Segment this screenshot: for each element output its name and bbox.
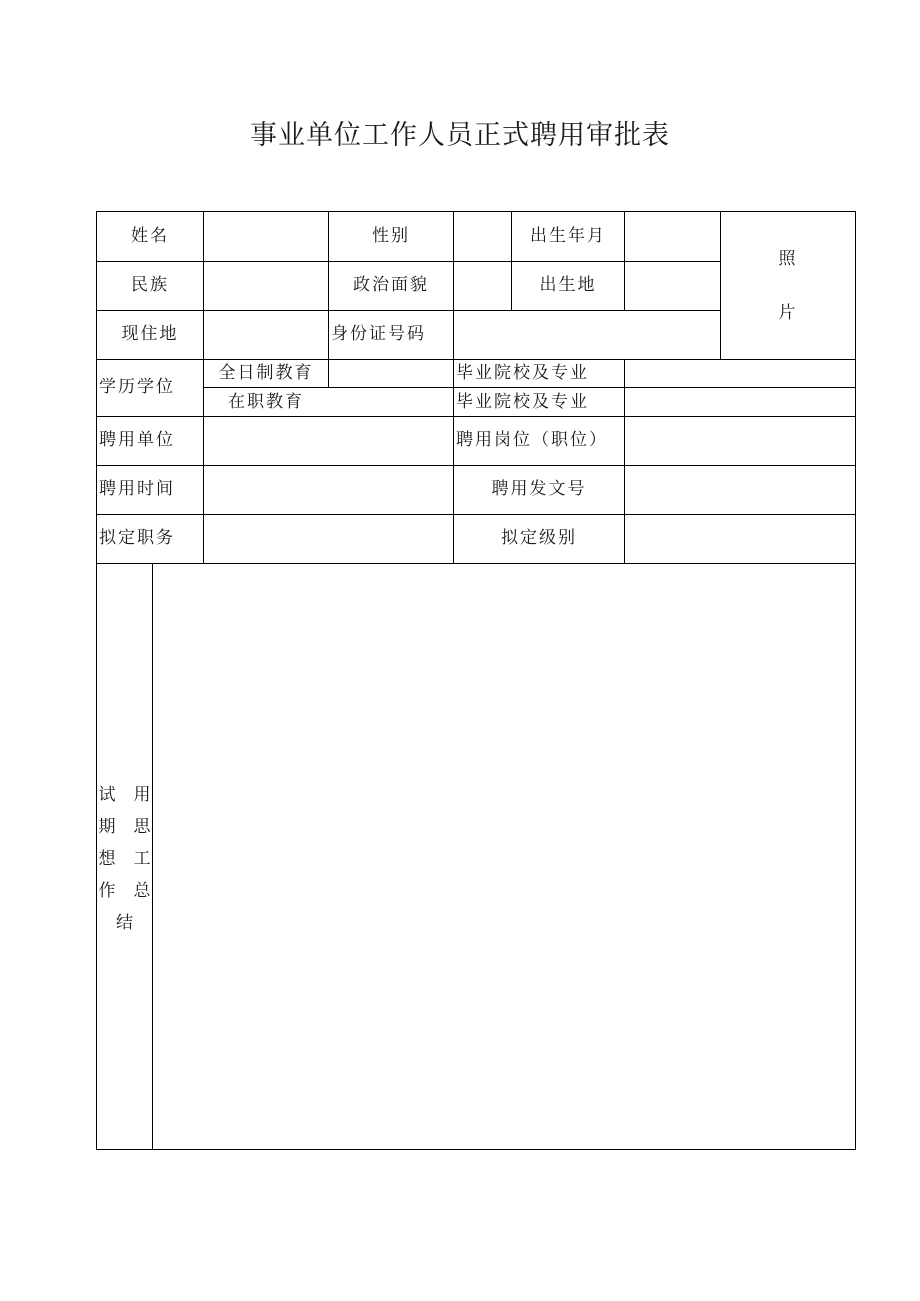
gender-field[interactable] — [454, 212, 511, 261]
position-label: 聘用岗位（职位） — [456, 430, 608, 450]
hire-time-field[interactable] — [204, 465, 453, 514]
ethnicity-field[interactable] — [204, 261, 328, 310]
summary-char: 总 — [133, 881, 151, 901]
summary-label-line — [99, 843, 151, 875]
name-field[interactable] — [204, 212, 328, 261]
fulltime-school-major-field[interactable] — [625, 359, 855, 387]
summary-label-line — [99, 779, 151, 811]
hire-doc-label: 聘用发文号 — [491, 479, 587, 499]
form-title: 事业单位工作人员正式聘用审批表 — [250, 120, 670, 151]
probation-summary-field[interactable] — [153, 564, 855, 1149]
name-label: 姓名 — [131, 226, 169, 246]
summary-char: 试 — [98, 785, 116, 805]
summary-char: 工 — [133, 849, 151, 869]
employer-label: 聘用单位 — [99, 430, 175, 450]
proposed-duty-field[interactable] — [204, 514, 453, 563]
school-major-label-2: 毕业院校及专业 — [456, 391, 589, 412]
id-number-field[interactable] — [454, 310, 720, 359]
employer-field[interactable] — [204, 416, 453, 465]
summary-label-line — [99, 811, 151, 843]
education-label: 学历学位 — [99, 377, 175, 397]
probation-summary-label — [97, 779, 152, 939]
school-major-label-1: 毕业院校及专业 — [456, 362, 589, 383]
summary-char: 思 — [133, 817, 151, 837]
position-field[interactable] — [625, 416, 855, 465]
inservice-school-major-field[interactable] — [625, 388, 855, 416]
id-number-label: 身份证号码 — [331, 324, 426, 344]
political-status-label: 政治面貌 — [353, 275, 429, 295]
summary-label-line — [99, 875, 151, 907]
summary-char: 想 — [98, 849, 116, 869]
proposed-level-field[interactable] — [625, 514, 855, 563]
summary-char: 用 — [133, 785, 151, 805]
hire-time-label: 聘用时间 — [99, 479, 175, 499]
approval-form-table — [96, 211, 856, 1150]
birth-date-label: 出生年月 — [530, 226, 606, 246]
proposed-level-label: 拟定级别 — [501, 528, 577, 548]
birthplace-field[interactable] — [625, 261, 720, 310]
summary-label-line — [116, 907, 133, 939]
summary-char: 结 — [116, 913, 133, 933]
residence-field[interactable] — [204, 310, 328, 359]
political-status-field[interactable] — [454, 261, 511, 310]
proposed-duty-label: 拟定职务 — [99, 528, 175, 548]
inservice-edu-label: 在职教育 — [228, 391, 304, 412]
hire-doc-field[interactable] — [625, 465, 855, 514]
residence-label: 现住地 — [121, 324, 179, 344]
fulltime-edu-label: 全日制教育 — [218, 362, 314, 383]
photo-label-2: 片 — [778, 302, 798, 323]
birthplace-label: 出生地 — [539, 275, 597, 295]
summary-char: 期 — [98, 817, 116, 837]
fulltime-edu-field[interactable] — [329, 359, 453, 387]
photo-label-1: 照 — [778, 248, 798, 269]
summary-char: 作 — [98, 881, 116, 901]
inservice-edu-field[interactable] — [329, 388, 453, 416]
birth-date-field[interactable] — [625, 212, 720, 261]
ethnicity-label: 民族 — [131, 275, 169, 295]
photo-box[interactable] — [721, 212, 855, 359]
gender-label: 性别 — [372, 226, 410, 246]
